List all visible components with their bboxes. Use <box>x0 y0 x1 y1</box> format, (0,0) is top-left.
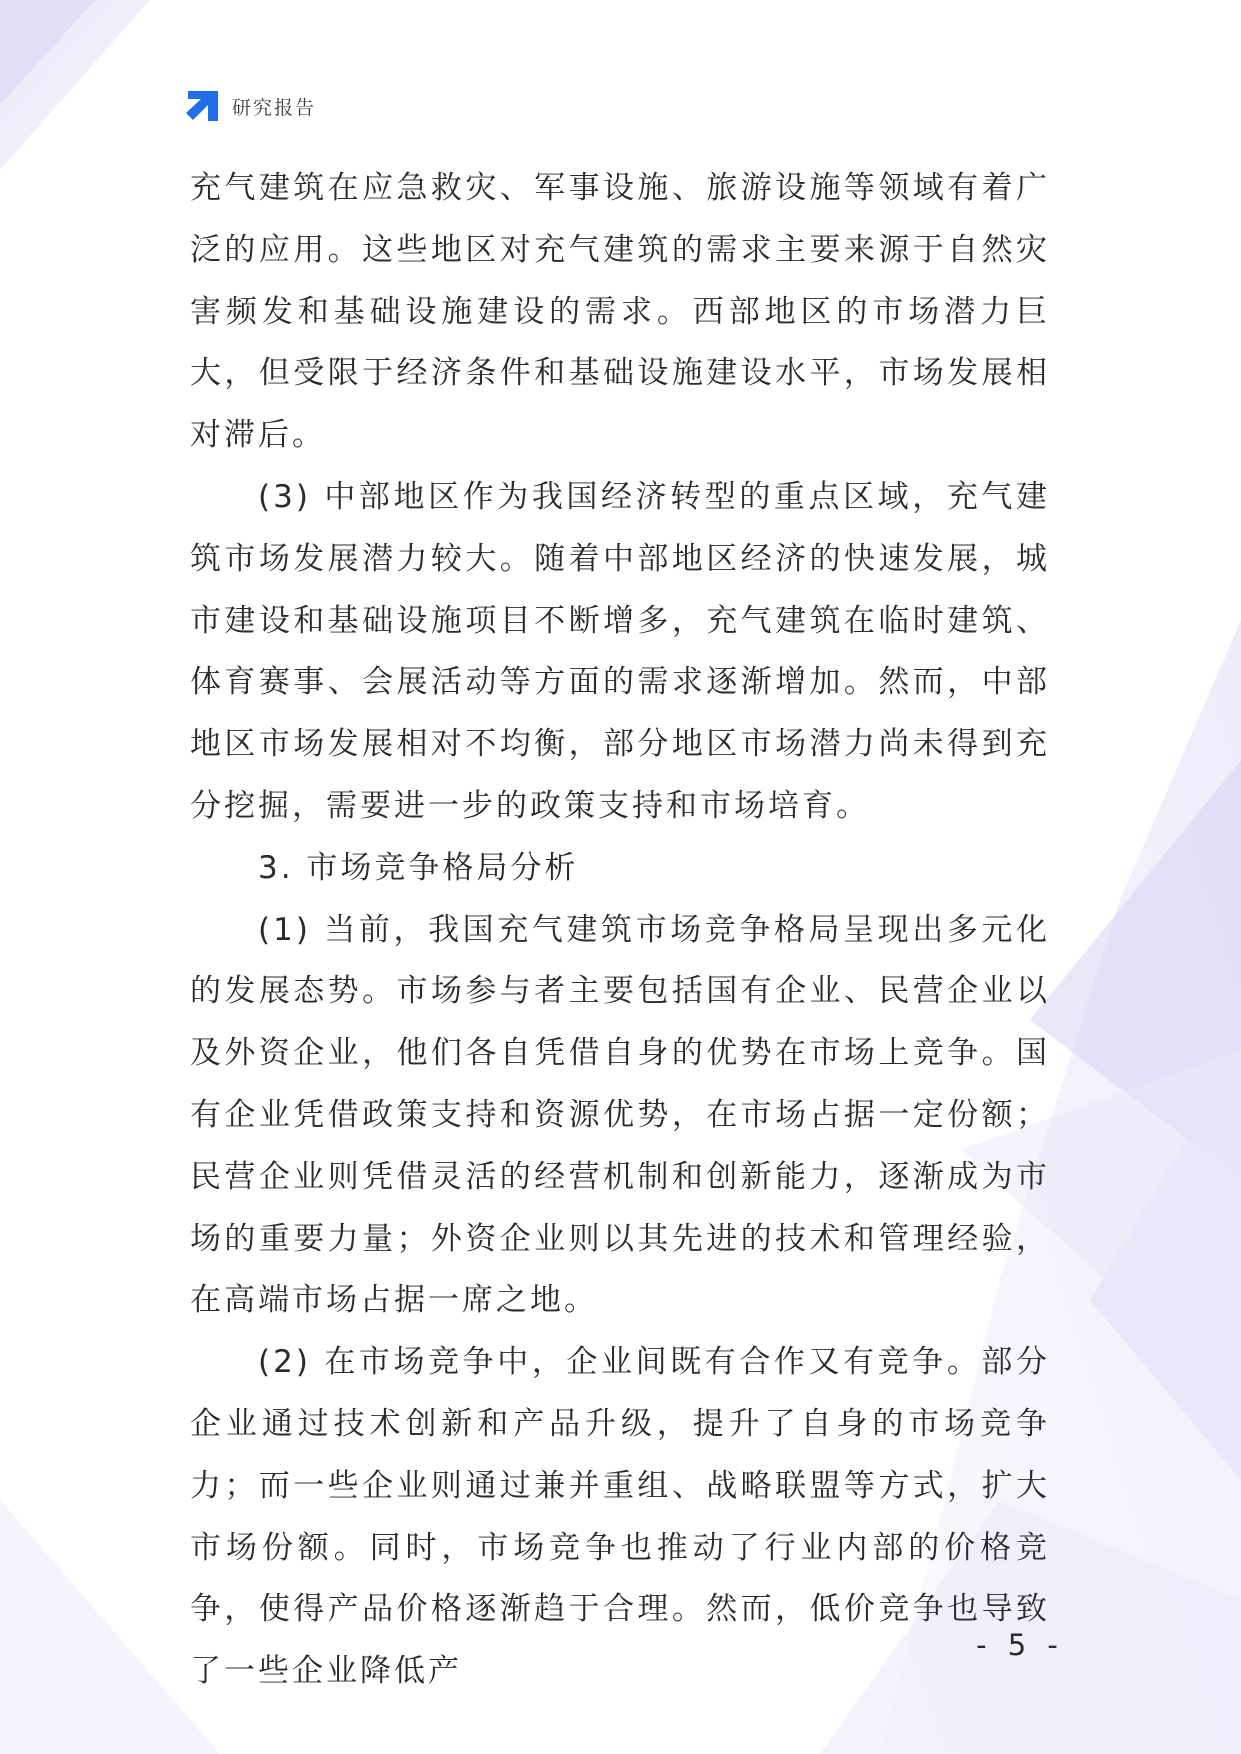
arrow-up-right-logo-icon <box>186 89 220 123</box>
report-header <box>186 86 316 126</box>
document-body <box>190 158 1050 1703</box>
paragraph-competition-cooperation: (2) 在市场竞争中，企业间既有合作又有竞争。部分企业通过技术创新和产品升级，提升了自身的市场竞争力；而一些企业则通过兼并重组、战略联盟等方式，扩大市场份额。同时，市场竞争也推动了行业内部的价格竞争，使得产品价格逐渐趋于合理。然而，低价竞争也导致了一些企业降低产 <box>190 1344 1050 1690</box>
section-heading-competition: 3. 市场竞争格局分析 <box>258 849 579 886</box>
paragraph-central-region: (3) 中部地区作为我国经济转型的重点区域，充气建筑市场发展潜力较大。随着中部地区经济的快速发展，城市建设和基础设施项目不断增多，充气建筑在临时建筑、体育赛事、会展活动等方面的需求逐渐增加。然而，中部地区市场发展相对不均衡，部分地区市场潜力尚未得到充分挖掘，需要进一步的政策支持和市场培育。 <box>190 478 1050 824</box>
header-title: 研究报告 <box>232 96 317 119</box>
page-number: - 5 - <box>976 1628 1064 1662</box>
paragraph-western-region: 充气建筑在应急救灾、军事设施、旅游设施等领域有着广泛的应用。这些地区对充气建筑的需求主要来源于自然灾害频发和基础设施建设的需求。西部地区的市场潜力巨大，但受限于经济条件和基础设施建设水平，市场发展相对滞后。 <box>190 170 1050 454</box>
paragraph-competition-landscape: (1) 当前，我国充气建筑市场竞争格局呈现出多元化的发展态势。市场参与者主要包括国有企业、民营企业以及外资企业，他们各自凭借自身的优势在市场上竞争。国有企业凭借政策支持和资源优势，在市场占据一定份额；民营企业则凭借灵活的经营机制和创新能力，逐渐成为市场的重要力量；外资企业则以其先进的技术和管理经验，在高端市场占据一席之地。 <box>190 911 1050 1319</box>
